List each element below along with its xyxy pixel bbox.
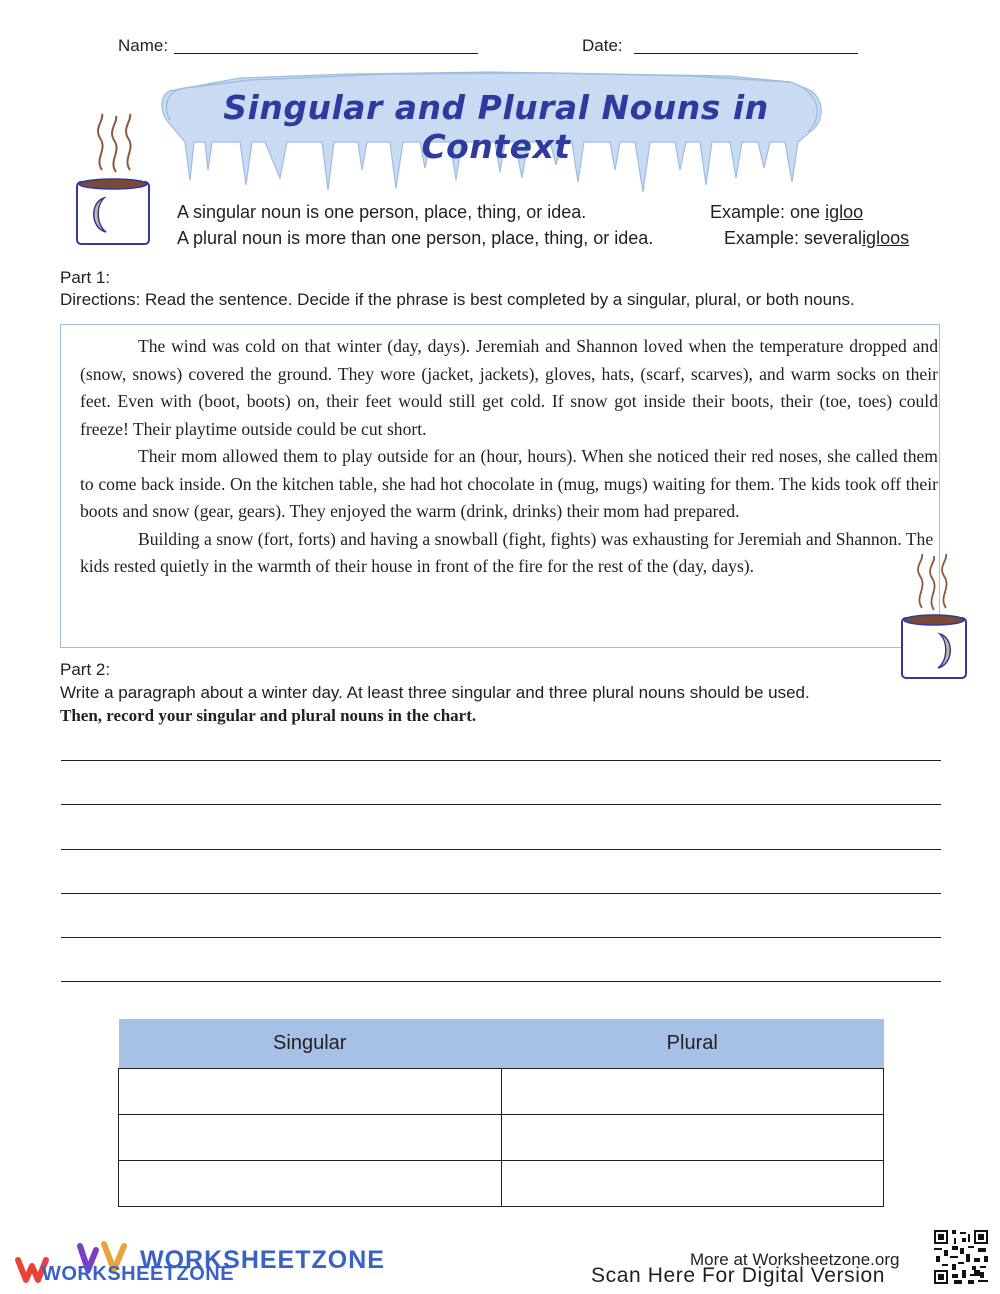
more-link[interactable]: More at Worksheetzone.org — [690, 1250, 900, 1269]
story-paragraph-1: The wind was cold on that winter (day, days). Jeremiah and Shannon loved when the temperature dropped and (snow, snows) covered the ground. They wore (jacket, jackets), gloves, hats, (scarf, scarves), and warm socks on their feet. Even with (boot, boots) on, their feet would still get cold. If snow got inside their boots, their (toe, toes) could freeze! Their playtime outside could be cut short. — [80, 336, 938, 439]
story-paragraph-2: Their mom allowed them to play outside for an (hour, hours). When she noticed their red noses, she called them to come back inside. On the kitchen table, she had hot chocolate in (mug, mugs) waiting for them. The kids took off their boots and snow (gear, gears). They enjoyed the warm (drink, drinks) their mom had prepared. — [80, 446, 938, 521]
chart-row — [119, 1069, 884, 1115]
story-paragraph-3: Building a snow (fort, forts) and having a snowball (fight, fights) was exhausting for Jeremiah and Shannon. The kids rested quietly in the warmth of their house in front of the fire for the rest of the (day, days). — [80, 528, 934, 576]
page-title: Singular and Plural Nouns in Context — [223, 88, 769, 166]
writing-line[interactable] — [61, 804, 941, 805]
plural-example-word: igloos — [862, 228, 910, 248]
singular-cell[interactable] — [119, 1069, 502, 1115]
writing-line[interactable] — [61, 760, 941, 761]
singular-cell[interactable] — [119, 1161, 502, 1207]
name-input-line[interactable] — [174, 53, 478, 54]
noun-chart — [118, 1019, 884, 1207]
singular-example — [710, 202, 863, 223]
plural-example-label: Example: several — [724, 228, 863, 248]
logo-text: WORKSHEETZONE — [140, 1246, 385, 1274]
chart-header-plural: Plural — [501, 1019, 884, 1069]
part1-title: Part 1: — [60, 268, 111, 287]
singular-cell[interactable] — [119, 1115, 502, 1161]
singular-definition: A singular noun is one person, place, thing, or idea. — [177, 202, 587, 222]
date-label: Date: — [582, 36, 623, 55]
singular-example-word: igloo — [825, 202, 864, 222]
writing-line[interactable] — [61, 849, 941, 850]
writing-line[interactable] — [61, 981, 941, 982]
part2-directions: Write a paragraph about a winter day. At least three singular and three plural nouns should be used. — [60, 683, 810, 702]
qr-code-icon[interactable] — [932, 1228, 990, 1286]
part2-title: Part 2: — [60, 660, 111, 679]
story-text — [80, 333, 938, 581]
date-input-line[interactable] — [634, 53, 858, 54]
writing-line[interactable] — [61, 937, 941, 938]
part1-directions: Directions: Read the sentence. Decide if the phrase is best completed by a singular, plural, or both nouns. — [60, 290, 855, 309]
plural-cell[interactable] — [501, 1069, 884, 1115]
logo-text-small: WORKSHEETZONE — [42, 1263, 235, 1285]
writing-line[interactable] — [61, 893, 941, 894]
plural-definition: A plural noun is more than one person, place, thing, or idea. — [177, 228, 654, 248]
chart-header-singular: Singular — [119, 1019, 502, 1069]
steaming-mug-icon — [898, 552, 972, 684]
plural-cell[interactable] — [501, 1161, 884, 1207]
plural-example — [724, 228, 909, 249]
name-label: Name: — [118, 36, 169, 55]
chart-row — [119, 1115, 884, 1161]
plural-cell[interactable] — [501, 1115, 884, 1161]
part2-directions-bold: Then, record your singular and plural nouns in the chart. — [60, 706, 477, 725]
chart-row — [119, 1161, 884, 1207]
scan-caption: Scan Here For Digital Version — [591, 1264, 886, 1287]
singular-example-label: Example: one — [710, 202, 821, 222]
steaming-mug-icon — [74, 110, 156, 250]
